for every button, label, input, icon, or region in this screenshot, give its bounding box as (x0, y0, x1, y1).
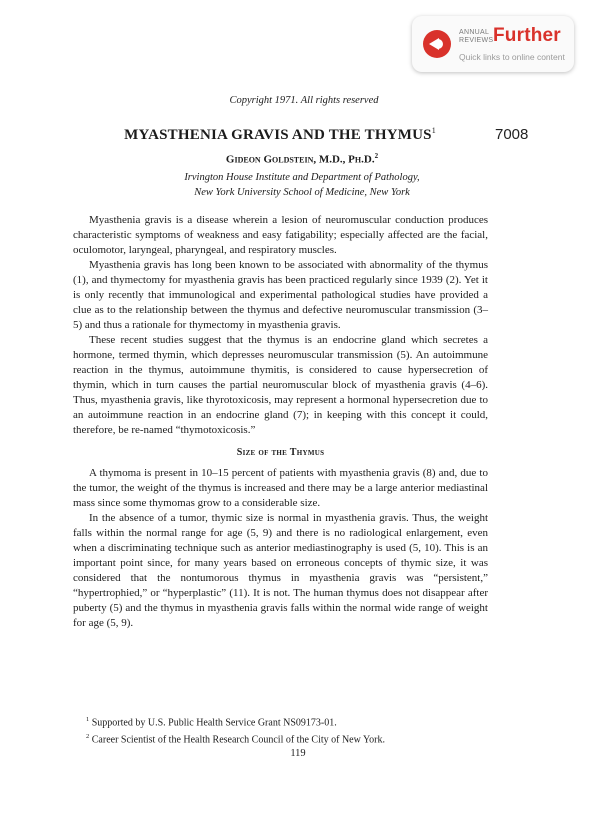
author-name: Gideon Goldstein, M.D., Ph.D. (225, 153, 375, 166)
footnote-2 (86, 730, 496, 747)
body-paragraph: A thymoma is present in 10–15 percent of patients with myasthenia gravis (8) and, due to the tumor, the weight of the thymus is increased and there may be a large anterior mediastinal mass since some thymomas grow to a considerable size. (73, 467, 488, 509)
body-paragraph: In the absence of a tumor, thymic size is normal in myasthenia gravis. Thus, the weight falls within the normal range for age (5, 9) and there is no radiological enlargement, even when a discriminating technique such as anterior mediastinography is used (5, 10). This is an important point since, for many years based on erroneous concepts of thymic size, it was considered that the nontumorous thymus in myasthenia gravis was “persistent,” “hypertrophied,” or “hyperplastic” (11). It is not. The human thymus does not disappear after puberty (5) and the thymus in myasthenia gravis falls within the normal wide range of weight for age (5, 9). (73, 512, 488, 629)
body-paragraph: Myasthenia gravis is a disease wherein a lesion of neuromuscular conduction produces characteristic symptoms of weakness and easy fatigability; especially affected are the facial, oculomotor, laryngeal, pharyngeal, and respiratory muscles. (73, 214, 488, 256)
affiliation-line-2: New York University School of Medicine, New York (194, 187, 410, 198)
article-title-text: MYASTHENIA GRAVIS AND THE THYMUS (124, 127, 432, 143)
further-label: Further (493, 25, 561, 46)
title-footnote-mark: 1 (431, 126, 436, 135)
article-number: 7008 (495, 126, 529, 143)
annual-reviews-further-badge[interactable] (412, 16, 574, 72)
footnotes (86, 713, 496, 748)
copyright-line: Copyright 1971. All rights reserved (229, 95, 379, 106)
further-badge-text (459, 22, 569, 66)
back-arrow-icon (423, 30, 451, 58)
page-number: 119 (290, 748, 306, 759)
article-body (73, 213, 488, 631)
body-paragraph: These recent studies suggest that the thymus is an endocrine gland which secretes a hormone, termed thymin, which depresses neuromuscular transmission (5). An autoimmune reaction in the thymus, autoimmune thymitis, is considered to cause hypersecretion of thymin, which in turn causes the partial neuromuscular block of myasthenia gravis (4–6). Thus, myasthenia gravis, like thyrotoxicosis, may represent a hormonal hypersecretion due to an autoimmune reaction in an endocrine gland (7); in keeping with this concept it could, therefore, be re-named “thymotoxicosis.” (73, 334, 488, 436)
further-subtitle: Quick links to online content (459, 52, 565, 62)
body-paragraph: Myasthenia gravis has long been known to be associated with abnormality of the thymus (1), and thymectomy for myasthenia gravis has been practiced regularly since 1939 (2). Yet it is only recently that immunological and experimental pathological studies have provided a clue as to the relationship between the thymus and defective neuromuscular transmission (3–5) and thus a rationale for thymectomy in myasthenia gravis. (73, 259, 488, 331)
author-footnote-mark: 2 (374, 152, 379, 160)
author-line (0, 152, 596, 166)
footnote-2-text: Career Scientist of the Health Research Council of the City of New York. (91, 734, 386, 746)
footnote-1-text: Supported by U.S. Public Health Service Grant NS09173-01. (91, 717, 337, 729)
affiliation-line-1: Irvington House Institute and Department of Pathology, (184, 172, 420, 183)
footnote-1 (86, 713, 496, 730)
article-title (70, 126, 490, 144)
annual-reviews-label: ANNUAL REVIEWS (459, 29, 494, 44)
footnote-1-mark: 1 (86, 716, 90, 723)
section-heading: Size of the Thymus (236, 447, 325, 458)
footnote-2-mark: 2 (86, 733, 90, 741)
affiliation (0, 170, 596, 200)
